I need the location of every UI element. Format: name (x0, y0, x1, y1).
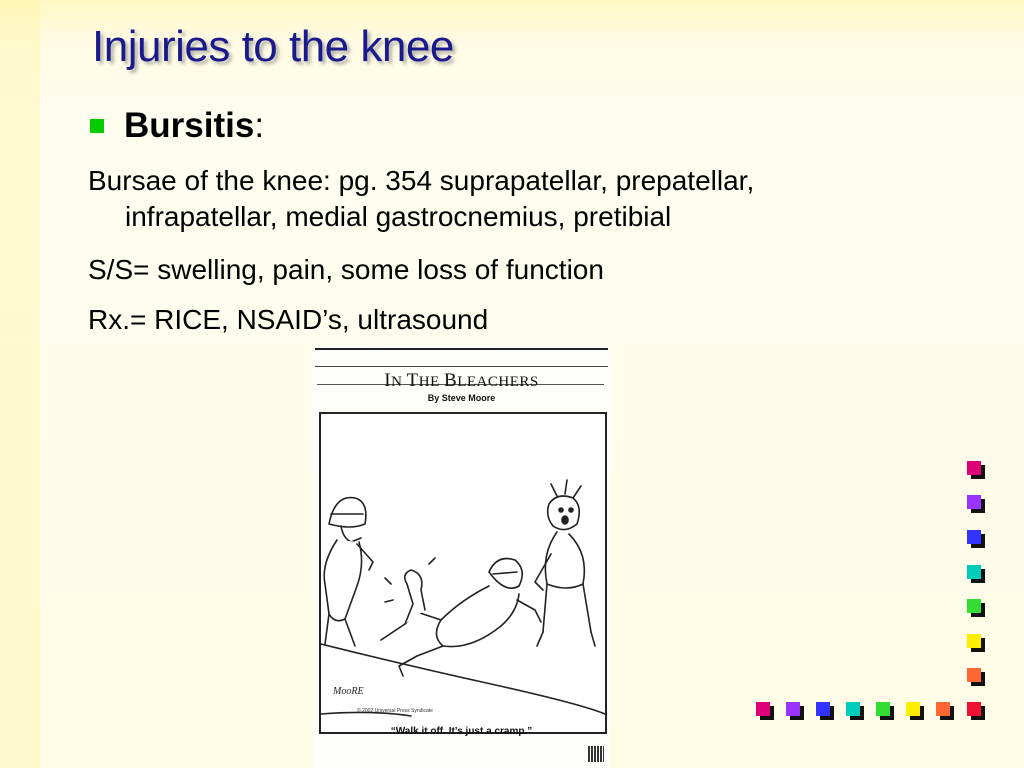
bursae-line-2: infrapatellar, medial gastrocnemius, pretibial (125, 201, 672, 232)
cartoon-author: By Steve Moore (427, 393, 496, 403)
deco-square-purple-icon (786, 702, 800, 716)
bursae-line-1: Bursae of the knee: pg. 354 suprapatellar, prepatellar, (88, 165, 755, 196)
left-player (324, 498, 373, 646)
cartoon-image (313, 346, 610, 768)
deco-square-red-icon (967, 702, 981, 716)
slide-title: Injuries to the knee (92, 22, 454, 71)
bullet-suffix: : (254, 106, 265, 145)
bullet-square-icon (90, 119, 104, 133)
bursae-paragraph (88, 163, 938, 235)
deco-square-orange-icon (936, 702, 950, 716)
cartoon-signature: MooRE (333, 686, 364, 697)
deco-square-blue-icon (967, 530, 981, 544)
bullet-bursitis (90, 106, 264, 146)
deco-square-yellow-icon (906, 702, 920, 716)
cartoon-drawing (321, 414, 605, 732)
cartoon-caption: “Walk it off. It’s just a cramp.” (390, 726, 533, 737)
deco-square-green-icon (967, 599, 981, 613)
cartoon-rule-second (315, 366, 608, 367)
right-player (535, 480, 595, 646)
deco-square-orange-icon (967, 668, 981, 682)
deco-square-purple-icon (967, 495, 981, 509)
deco-square-teal-icon (846, 702, 860, 716)
treatment-line: Rx.= RICE, NSAID’s, ultrasound (88, 304, 489, 335)
bullet-text (124, 106, 264, 146)
bullet-label: Bursitis (124, 106, 255, 145)
barcode-icon (588, 746, 604, 762)
deco-square-green-icon (876, 702, 890, 716)
cartoon-copyright: © 2002 Universal Press Syndicate (357, 708, 433, 714)
deco-square-yellow-icon (967, 634, 981, 648)
deco-square-blue-icon (816, 702, 830, 716)
cartoon-title: IN THE BLEACHERS (384, 370, 539, 391)
cartoon-rule-top (315, 348, 608, 350)
deco-square-teal-icon (967, 565, 981, 579)
signs-symptoms-line: S/S= swelling, pain, some loss of function (88, 254, 604, 285)
deco-square-magenta-icon (967, 461, 981, 475)
injured-player (381, 558, 541, 676)
deco-square-magenta-icon (756, 702, 770, 716)
field-line (321, 644, 605, 714)
slide-left-band (0, 0, 40, 768)
